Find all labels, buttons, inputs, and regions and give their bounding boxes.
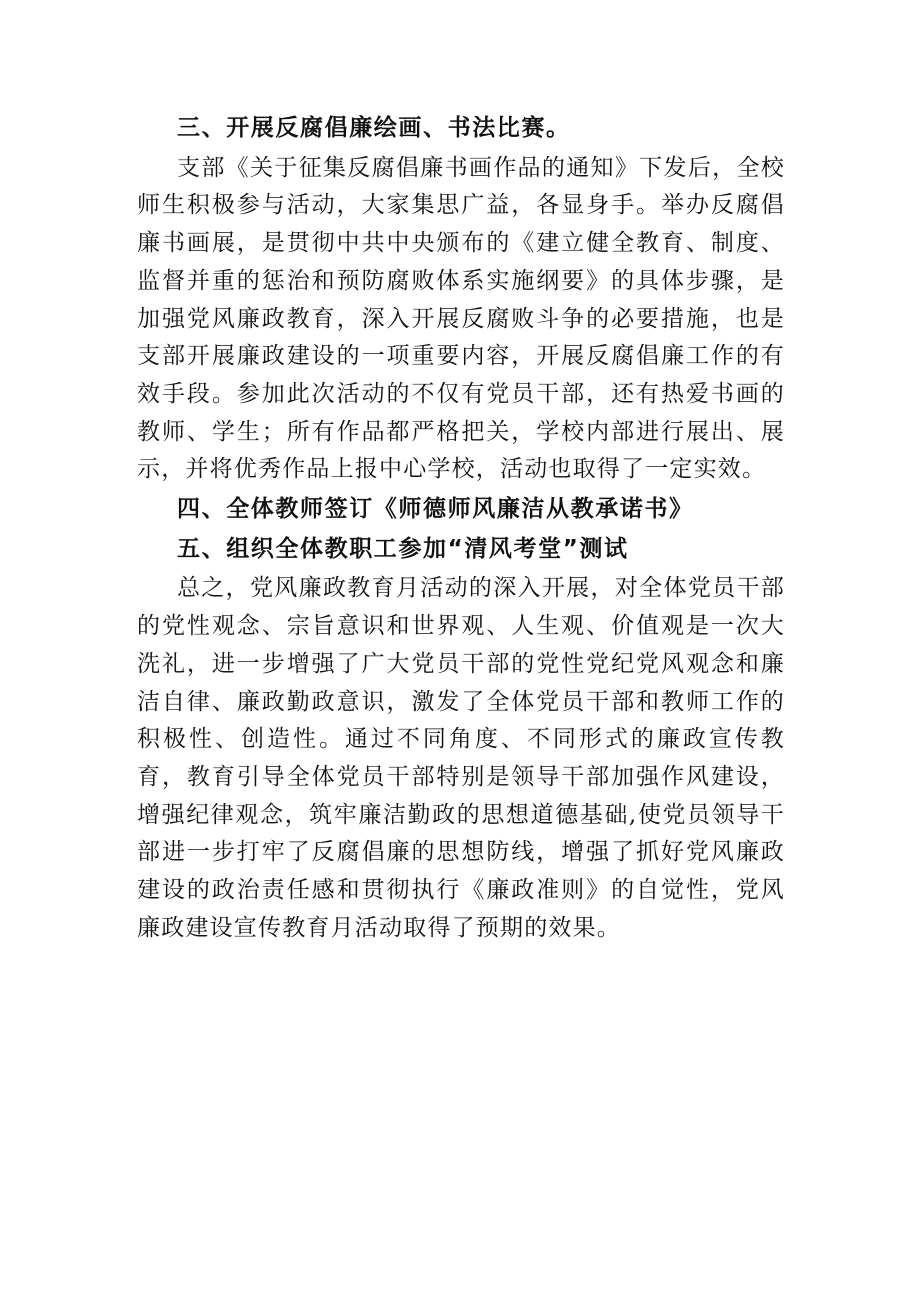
section-3-paragraph: 支部《关于征集反腐倡廉书画作品的通知》下发后，全校师生积极参与活动，大家集思广益，各显身手。举办反腐倡廉书画展，是贯彻中共中央颁布的《建立健全教育、制度、监督并重的惩治和预防腐败体系实施纲要》的具体步骤，是加强党风廉政教育，深入开展反腐败斗争的必要措施，也是支部开展廉政建设的一项重要内容，开展反腐倡廉工作的有效手段。参加此次活动的不仅有党员干部，还有热爱书画的教师、学生；所有作品都严格把关，学校内部进行展出、展示，并将优秀作品上报中心学校，活动也取得了一定实效。 <box>137 154 785 483</box>
section-5-heading: 五、组织全体教职工参加“清风考堂”测试 <box>177 535 629 562</box>
section-4-heading: 四、全体教师签订《师德师风廉洁从教承诺书》 <box>177 496 694 523</box>
document-body <box>137 110 785 947</box>
section-3-heading: 三、开展反腐倡廉绘画、书法比赛。 <box>177 115 571 141</box>
conclusion-paragraph: 总之，党风廉政教育月活动的深入开展，对全体党员干部的党性观念、宗旨意识和世界观、人生观、价值观是一次大洗礼，进一步增强了广大党员干部的党性党纪党风观念和廉洁自律、廉政勤政意识，激发了全体党员干部和教师工作的积极性、创造性。通过不同角度、不同形式的廉政宣传教育，教育引导全体党员干部特别是领导干部加强作风建设，增强纪律观念，筑牢廉洁勤政的思想道德基础,使党员领导干部进一步打牢了反腐倡廉的思想防线，增强了抓好党风廉政建设的政治责任感和贯彻执行《廉政准则》的自觉性，党风廉政建设宣传教育月活动取得了预期的效果。 <box>137 575 785 941</box>
